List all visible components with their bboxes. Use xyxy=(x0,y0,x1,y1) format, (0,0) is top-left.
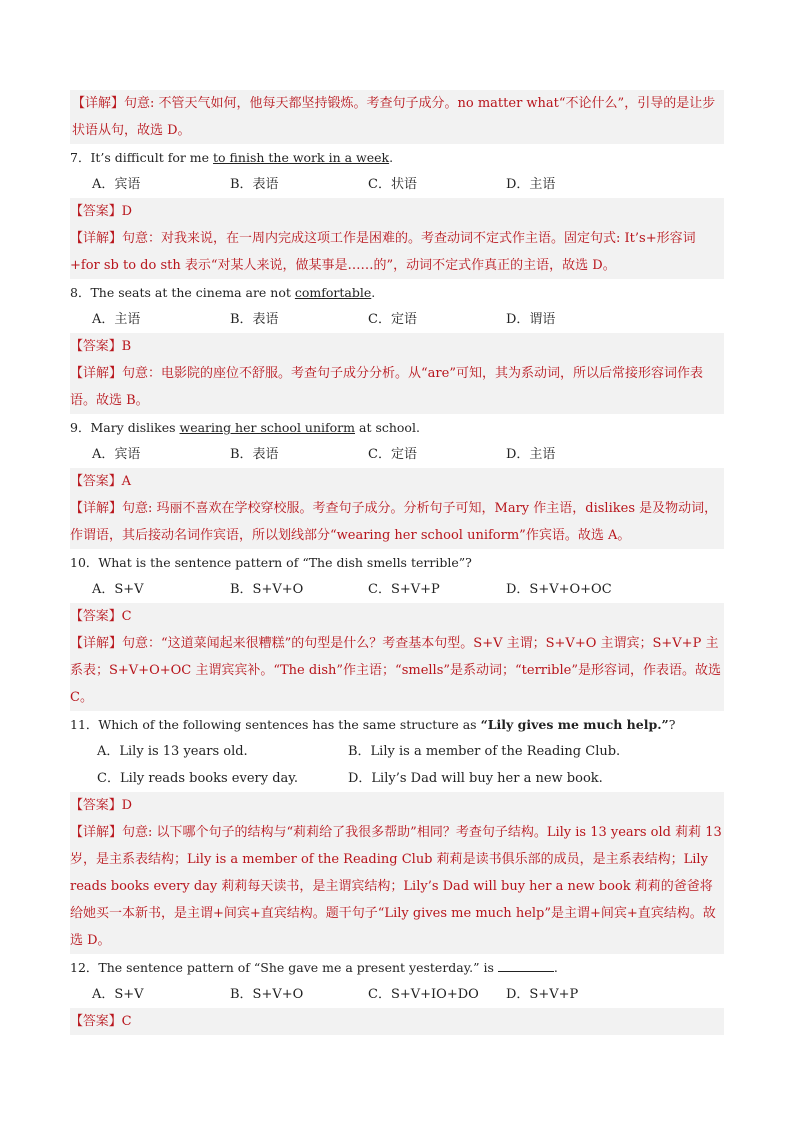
question-8 xyxy=(70,279,724,306)
answer-tag: 【答案】 xyxy=(70,1014,122,1029)
explanation-text: 句意：对我来说，在一周内完成这项工作是困难的。考查动词不定式作主语。固定句式: It’s+形容词+for sb to do sth 表示“对某人来说，做某事是……的”，动词不定式作真正的主语，故选 D。 xyxy=(70,231,696,273)
question-12 xyxy=(70,954,724,981)
answer-value: C xyxy=(121,1014,132,1029)
option-a[interactable]: A．S+V xyxy=(92,582,144,597)
question-text-end: ? xyxy=(668,717,676,732)
question-number: 8． xyxy=(70,285,91,300)
explanation-9 xyxy=(70,495,724,549)
question-7 xyxy=(70,144,724,171)
option-d[interactable]: D．Lily’s Dad will buy her a new book. xyxy=(348,771,603,786)
question-text-end: . xyxy=(389,150,394,165)
answer-12 xyxy=(70,1008,724,1035)
answer-block-12 xyxy=(70,1008,724,1035)
option-d[interactable]: D．S+V+P xyxy=(506,987,579,1002)
question-text: Which of the following sentences has the same structure as xyxy=(98,717,481,732)
option-c[interactable]: C．状语 xyxy=(368,177,417,192)
explanation-tag: 【详解】 xyxy=(72,96,125,111)
answer-block-8 xyxy=(70,333,724,414)
options-11-row-1 xyxy=(70,738,724,765)
question-number: 10． xyxy=(70,555,99,570)
underlined-phrase: to finish the work in a week xyxy=(213,150,390,165)
option-c[interactable]: C．Lily reads books every day. xyxy=(97,771,299,786)
answer-value: A xyxy=(121,474,131,489)
underlined-phrase: wearing her school uniform xyxy=(179,420,356,435)
option-c[interactable]: C．S+V+P xyxy=(368,582,440,597)
answer-tag: 【答案】 xyxy=(70,339,122,354)
document-page xyxy=(70,90,724,1035)
option-c[interactable]: C．定语 xyxy=(368,312,417,327)
question-10 xyxy=(70,549,724,576)
explanation-tag: 【详解】 xyxy=(70,231,123,246)
answer-tag: 【答案】 xyxy=(70,798,122,813)
option-a[interactable]: A．宾语 xyxy=(92,177,141,192)
question-9 xyxy=(70,414,724,441)
option-c[interactable]: C．S+V+IO+DO xyxy=(368,987,479,1002)
answer-value: C xyxy=(121,609,132,624)
answer-7 xyxy=(70,198,724,225)
options-9 xyxy=(70,441,724,468)
question-number: 11． xyxy=(70,717,99,732)
explanation-tag: 【详解】 xyxy=(70,825,123,840)
option-b[interactable]: B．表语 xyxy=(230,177,279,192)
explanation-8 xyxy=(70,360,724,414)
answer-blank[interactable] xyxy=(498,957,554,972)
answer-block-9 xyxy=(70,468,724,549)
explanation-text: 句意：“这道菜闻起来很糟糕”的句型是什么？考查基本句型。S+V 主谓；S+V+O 主谓宾；S+V+P 主系表；S+V+O+OC 主谓宾宾补。“The dish”作主语；“smells”是系动词；“terrible”是形容词，作表语。故选 C。 xyxy=(70,636,721,705)
explanation-text: 句意：电影院的座位不舒服。考查句子成分分析。从“are”可知，其为系动词，所以后常接形容词作表语。故选 B。 xyxy=(70,366,703,408)
option-b[interactable]: B．表语 xyxy=(230,312,279,327)
underlined-phrase: comfortable xyxy=(294,285,372,300)
explanation-tag: 【详解】 xyxy=(70,636,123,651)
explanation-text: 句意: 玛丽不喜欢在学校穿校服。考查句子成分。分析句子可知，Mary 作主语，dislikes 是及物动词，作谓语，其后接动名词作宾语，所以划线部分“wearing her school uniform”作宾语。故选 A。 xyxy=(70,501,718,543)
options-8 xyxy=(70,306,724,333)
option-d[interactable]: D．主语 xyxy=(506,447,556,462)
option-b[interactable]: B．S+V+O xyxy=(230,582,304,597)
question-text-end: at school. xyxy=(355,420,420,435)
question-text: The sentence pattern of “She gave me a present yesterday.” is xyxy=(98,960,498,975)
answer-block-7 xyxy=(70,198,724,279)
answer-value: B xyxy=(121,339,132,354)
answer-block-10 xyxy=(70,603,724,711)
explanation-11 xyxy=(70,819,724,954)
option-a[interactable]: A．宾语 xyxy=(92,447,141,462)
answer-9 xyxy=(70,468,724,495)
explanation-text: 句意: 不管天气如何，他每天都坚持锻炼。考查句子成分。no matter what“不论什么”，引导的是让步状语从句，故选 D。 xyxy=(72,96,716,138)
answer-11 xyxy=(70,792,724,819)
question-text-end: . xyxy=(553,960,558,975)
question-text: The seats at the cinema are not xyxy=(90,285,295,300)
question-text: Mary dislikes xyxy=(90,420,180,435)
option-d[interactable]: D．S+V+O+OC xyxy=(506,582,612,597)
question-number: 12． xyxy=(70,960,99,975)
answer-tag: 【答案】 xyxy=(70,204,122,219)
explanation-tag: 【详解】 xyxy=(70,366,123,381)
question-number: 9． xyxy=(70,420,91,435)
question-number: 7． xyxy=(70,150,91,165)
explanation-tag: 【详解】 xyxy=(70,501,123,516)
answer-8 xyxy=(70,333,724,360)
explanation-7 xyxy=(70,225,724,279)
answer-value: D xyxy=(121,798,132,813)
options-7 xyxy=(70,171,724,198)
option-d[interactable]: D．谓语 xyxy=(506,312,556,327)
question-text: It’s difficult for me xyxy=(90,150,214,165)
option-d[interactable]: D．主语 xyxy=(506,177,556,192)
option-a[interactable]: A．主语 xyxy=(92,312,141,327)
bold-sentence: “Lily gives me much help.” xyxy=(480,717,669,732)
options-11-row-2 xyxy=(70,765,724,792)
option-b[interactable]: B．Lily is a member of the Reading Club. xyxy=(348,744,621,759)
question-text-end: . xyxy=(371,285,376,300)
option-c[interactable]: C．定语 xyxy=(368,447,417,462)
question-11 xyxy=(70,711,724,738)
option-a[interactable]: A．Lily is 13 years old. xyxy=(97,744,248,759)
options-10 xyxy=(70,576,724,603)
answer-10 xyxy=(70,603,724,630)
options-12 xyxy=(70,981,724,1008)
option-b[interactable]: B．S+V+O xyxy=(230,987,304,1002)
answer-tag: 【答案】 xyxy=(70,474,122,489)
answer-block-11 xyxy=(70,792,724,954)
explanation-6 xyxy=(70,90,724,144)
explanation-text: 句意: 以下哪个句子的结构与“莉莉给了我很多帮助”相同？考查句子结构。Lily is 13 years old 莉莉 13 岁，是主系表结构；Lily is a member of the Reading Club 莉莉是读书俱乐部的成员，是主系表结构；Lily reads books every day 莉莉每天读书，是主谓宾结构；Lily’s Dad will buy her a new book 莉莉的爸爸将给她买一本新书，是主谓+间宾+直宾结构。题干句子“Lily gives me much help”是主谓+间宾+直宾结构。故选 D。 xyxy=(70,825,722,948)
question-text: What is the sentence pattern of “The dish smells terrible”? xyxy=(98,555,472,570)
explanation-10 xyxy=(70,630,724,711)
answer-value: D xyxy=(121,204,132,219)
option-b[interactable]: B．表语 xyxy=(230,447,279,462)
answer-tag: 【答案】 xyxy=(70,609,122,624)
option-a[interactable]: A．S+V xyxy=(92,987,144,1002)
